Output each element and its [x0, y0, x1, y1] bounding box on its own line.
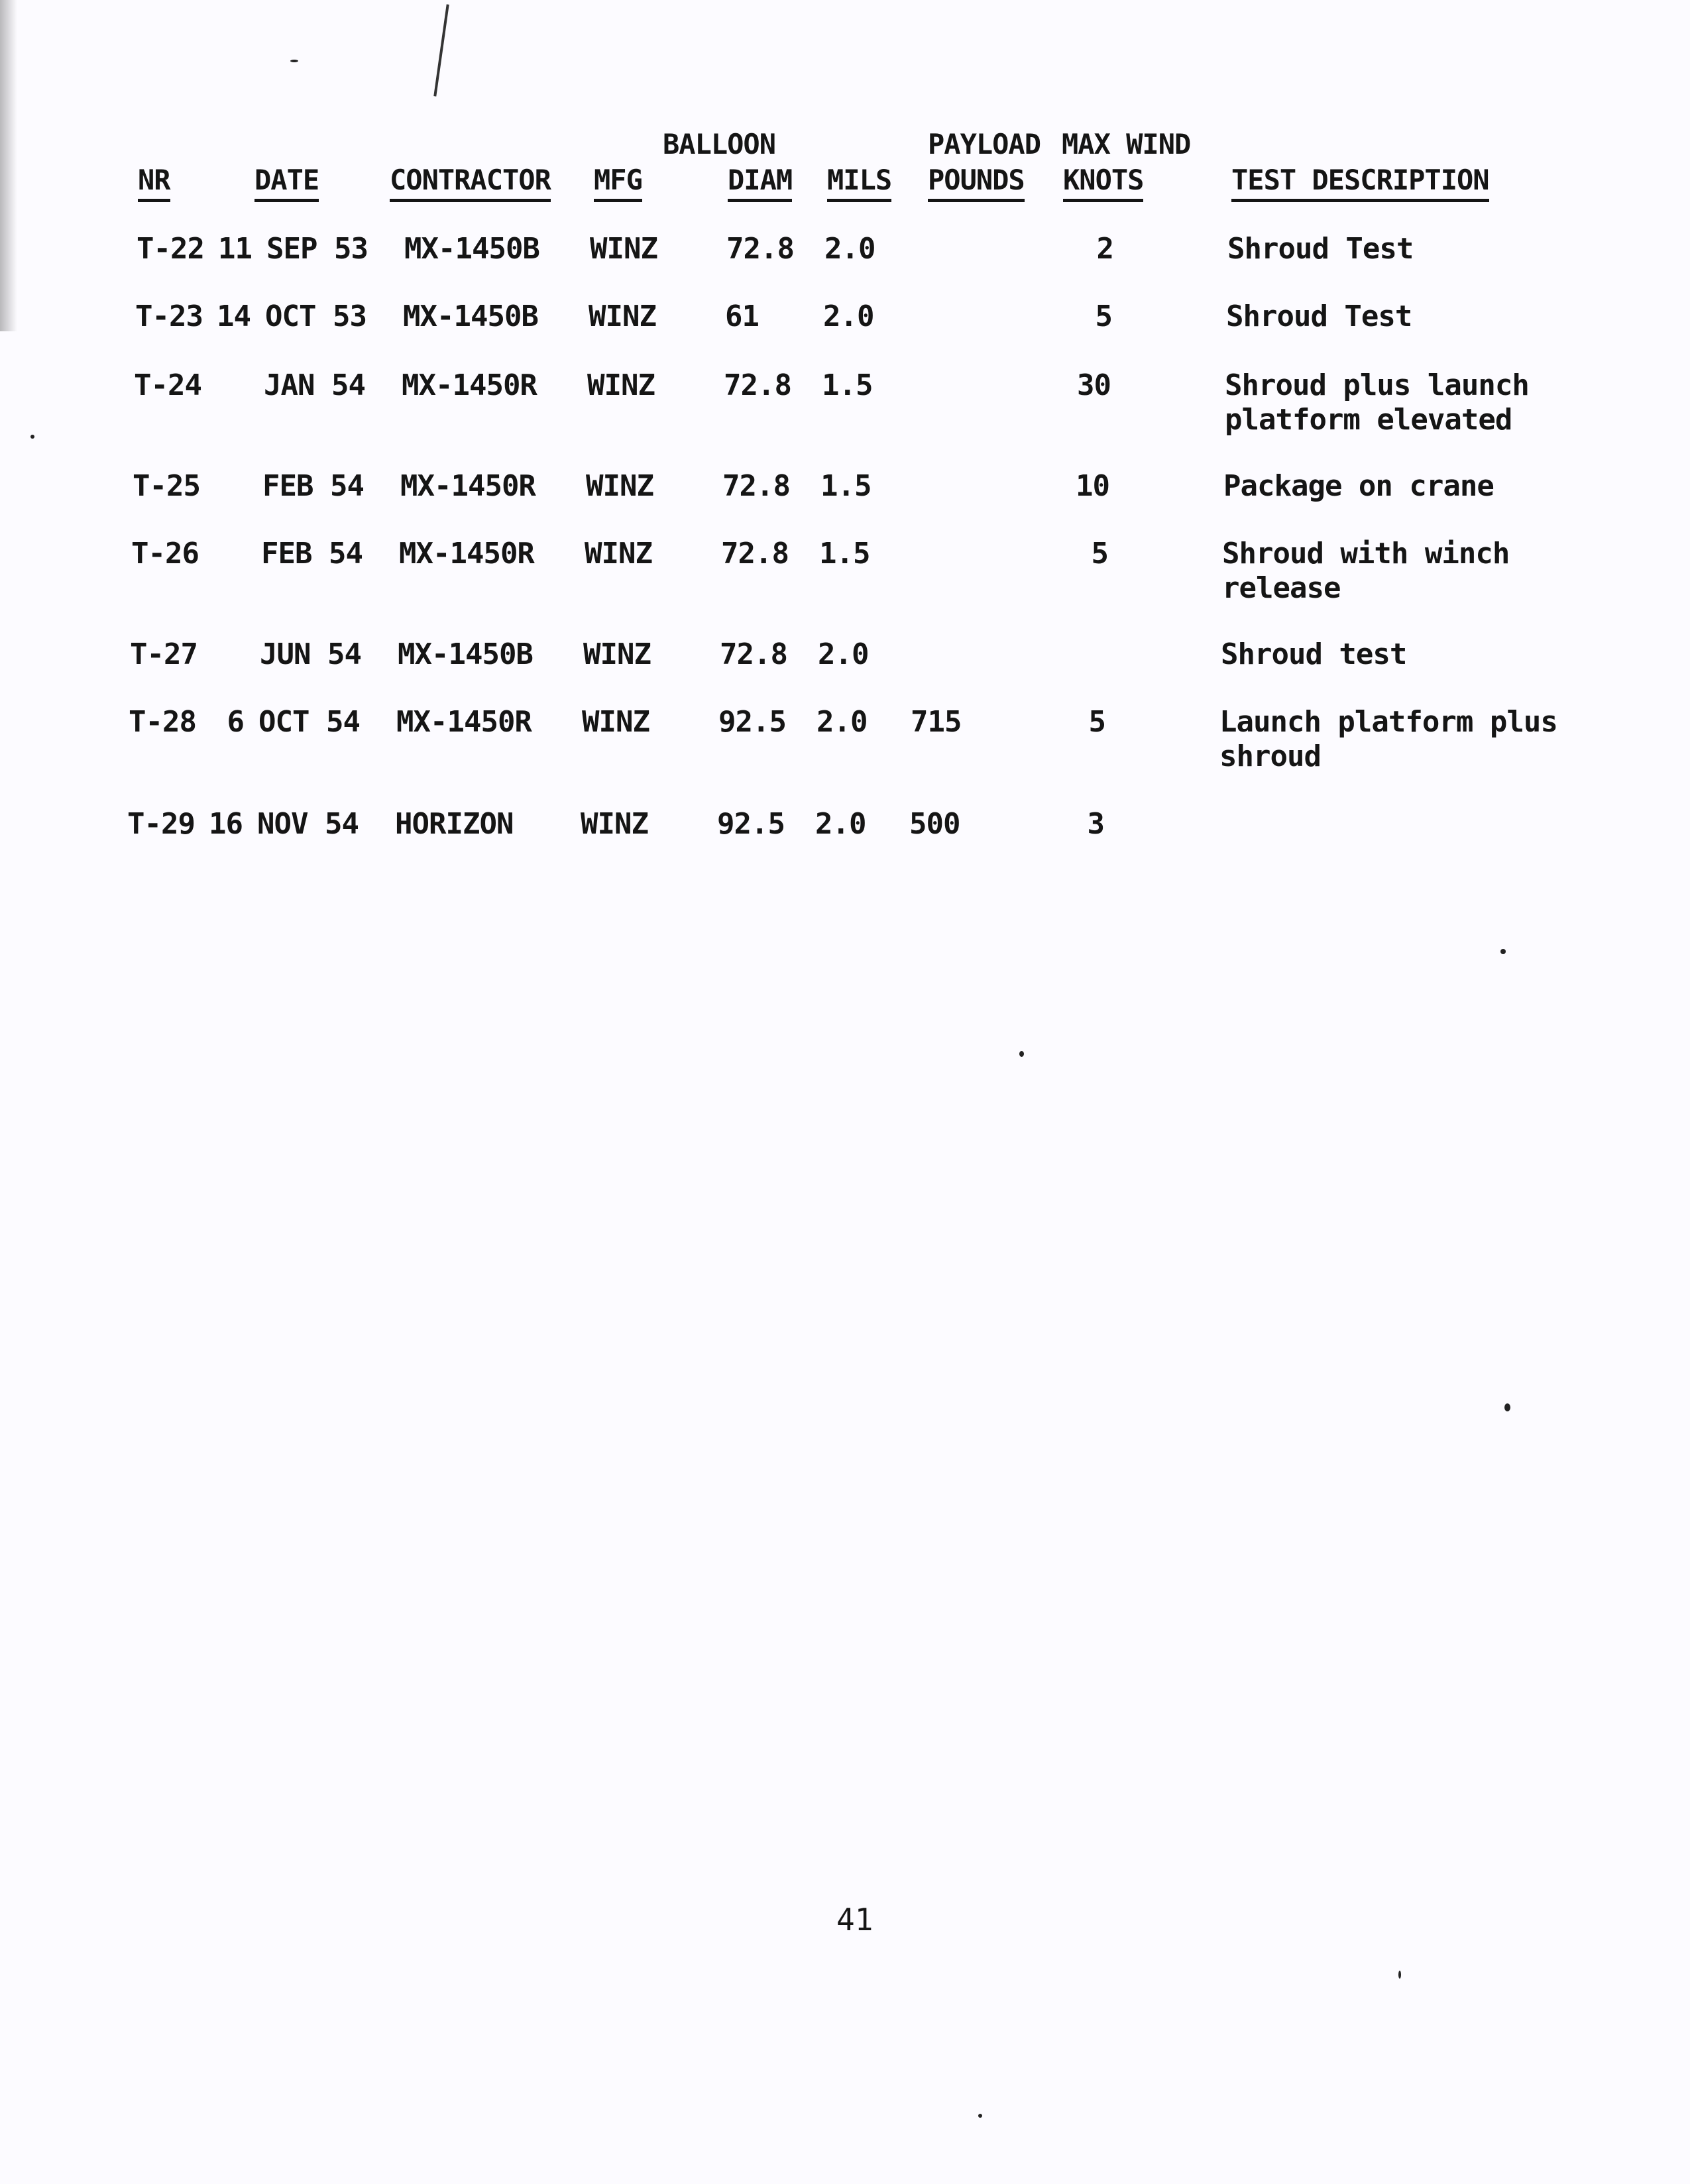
- header-mils: MILS: [827, 163, 891, 202]
- cell-nr: T-26: [131, 537, 199, 571]
- cell-knots: 5: [1091, 537, 1108, 571]
- cell-mils: 2.0: [815, 807, 866, 841]
- cell-diam: 92.5: [718, 705, 786, 739]
- cell-year: 54: [325, 807, 359, 841]
- scan-speck: [1019, 1051, 1024, 1057]
- scan-speck: [290, 60, 298, 62]
- cell-mils: 2.0: [824, 232, 875, 266]
- cell-payload: 715: [911, 705, 962, 739]
- header-payload: PAYLOAD: [928, 128, 1041, 160]
- cell-mfg: WINZ: [583, 637, 651, 671]
- header-mfg: MFG: [594, 163, 642, 202]
- cell-year: 54: [326, 705, 360, 739]
- cell-year: 54: [329, 537, 363, 571]
- cell-desc: Shroud Test: [1227, 232, 1414, 266]
- cell-month: JAN: [264, 368, 315, 402]
- scan-speck: [978, 2114, 982, 2118]
- header-date: DATE: [254, 163, 319, 202]
- cell-knots: 30: [1077, 368, 1111, 402]
- cell-diam: 72.8: [721, 537, 789, 571]
- cell-contractor: MX-1450R: [399, 537, 534, 571]
- page-number: 41: [836, 1902, 873, 1938]
- cell-nr: T-22: [137, 232, 204, 266]
- pen-stroke-mark: [433, 4, 449, 96]
- header-balloon: BALLOON: [663, 128, 776, 160]
- cell-mfg: WINZ: [590, 232, 657, 266]
- cell-knots: 5: [1088, 705, 1105, 739]
- cell-mfg: WINZ: [585, 537, 652, 571]
- cell-nr: T-29: [127, 807, 195, 841]
- cell-contractor: MX-1450B: [403, 300, 538, 333]
- cell-payload: 500: [909, 807, 960, 841]
- cell-year: 53: [334, 232, 368, 266]
- cell-knots: 2: [1096, 232, 1113, 266]
- scan-speck: [30, 435, 34, 439]
- cell-contractor: MX-1450B: [404, 232, 539, 266]
- cell-mils: 2.0: [823, 300, 874, 333]
- cell-mils: 1.5: [822, 368, 873, 402]
- cell-nr: T-25: [133, 469, 200, 503]
- cell-desc: Shroud with winch release: [1222, 537, 1510, 605]
- cell-month: OCT: [258, 705, 310, 739]
- header-max-wind: MAX WIND: [1062, 128, 1191, 160]
- cell-desc: Shroud test: [1221, 637, 1407, 671]
- cell-month: JUN: [260, 637, 311, 671]
- cell-mfg: WINZ: [587, 368, 655, 402]
- cell-month: FEB: [261, 537, 312, 571]
- cell-year: 54: [331, 368, 365, 402]
- cell-mfg: WINZ: [589, 300, 656, 333]
- cell-month: SEP: [266, 232, 317, 266]
- cell-contractor: MX-1450R: [400, 469, 535, 503]
- cell-nr: T-28: [129, 705, 196, 739]
- scan-speck: [1398, 1971, 1401, 1979]
- cell-desc: Package on crane: [1223, 469, 1494, 503]
- cell-year: 54: [327, 637, 361, 671]
- header-test-description: TEST DESCRIPTION: [1231, 163, 1489, 202]
- cell-mfg: WINZ: [581, 807, 648, 841]
- cell-desc: Launch platform plus shroud: [1219, 705, 1557, 773]
- cell-diam: 72.8: [722, 469, 790, 503]
- cell-contractor: HORIZON: [395, 807, 514, 841]
- cell-day: 14: [217, 300, 251, 333]
- header-nr: NR: [138, 163, 170, 202]
- cell-mils: 1.5: [819, 537, 870, 571]
- scan-speck: [1504, 1403, 1510, 1411]
- scan-edge-shadow: [0, 0, 17, 331]
- header-knots: KNOTS: [1063, 163, 1143, 202]
- cell-day: 16: [209, 807, 243, 841]
- cell-diam: 72.8: [720, 637, 787, 671]
- header-diam: DIAM: [728, 163, 792, 202]
- scan-speck: [1500, 949, 1506, 954]
- cell-knots: 3: [1087, 807, 1104, 841]
- cell-diam: 92.5: [717, 807, 785, 841]
- cell-knots: 5: [1095, 300, 1112, 333]
- header-contractor: CONTRACTOR: [390, 163, 551, 202]
- cell-mils: 1.5: [820, 469, 872, 503]
- header-pounds: POUNDS: [928, 163, 1025, 202]
- cell-mils: 2.0: [818, 637, 869, 671]
- cell-year: 53: [333, 300, 366, 333]
- cell-desc: Shroud plus launch platform elevated: [1225, 368, 1529, 437]
- cell-contractor: MX-1450B: [398, 637, 533, 671]
- cell-diam: 61: [725, 300, 759, 333]
- cell-contractor: MX-1450R: [402, 368, 537, 402]
- cell-nr: T-27: [130, 637, 197, 671]
- cell-year: 54: [330, 469, 364, 503]
- cell-desc: Shroud Test: [1226, 300, 1412, 333]
- cell-diam: 72.8: [726, 232, 794, 266]
- cell-nr: T-23: [135, 300, 203, 333]
- cell-nr: T-24: [134, 368, 201, 402]
- cell-mils: 2.0: [817, 705, 868, 739]
- cell-mfg: WINZ: [582, 705, 649, 739]
- cell-knots: 10: [1076, 469, 1109, 503]
- cell-month: FEB: [262, 469, 313, 503]
- cell-contractor: MX-1450R: [396, 705, 532, 739]
- cell-day: 11: [218, 232, 252, 266]
- cell-month: OCT: [265, 300, 316, 333]
- cell-mfg: WINZ: [586, 469, 653, 503]
- cell-month: NOV: [257, 807, 308, 841]
- cell-diam: 72.8: [724, 368, 791, 402]
- cell-day: 6: [227, 705, 244, 739]
